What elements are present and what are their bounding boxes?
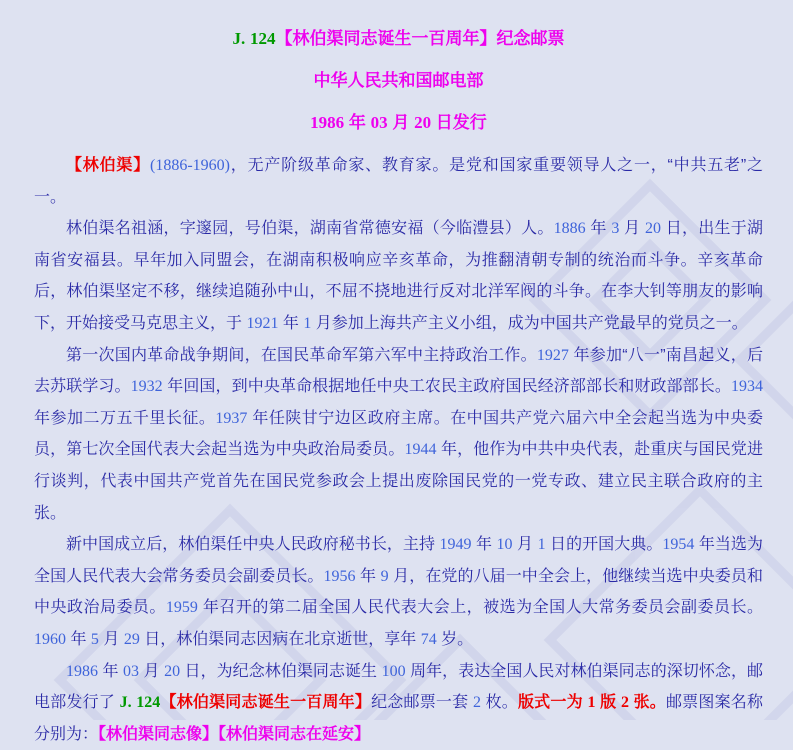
issue-date-line: 1986 年 03 月 20 日发行 <box>34 102 763 144</box>
header-block <box>34 18 763 144</box>
stamp-set-info: 纪念邮票一套 2 枚。 <box>371 694 518 711</box>
paragraph-intro <box>34 150 763 213</box>
catalog-number-inline: J. 124 <box>120 694 161 711</box>
paragraph-new-china: 新中国成立后，林伯渠任中央人民政府秘书长，主持 1949 年 10 月 1 日的开国大典。1954 年当选为全国人民代表大会常务委员会副委员长。1956 年 9 月，在党的八届一中全会上，他继续当选中央委员和中央政治局委员。1959 年召开的第二届全国人民代表大会上，被选为全国人大常务委员会副委员长。1960 年 5 月 29 日，林伯渠同志因病在北京逝世，享年 74 岁。 <box>34 529 763 655</box>
article-body <box>34 150 763 750</box>
subject-name-label: 【林伯渠】 <box>66 157 150 174</box>
issuer-line: 中华人民共和国邮电部 <box>34 60 763 102</box>
paragraph-stamp-issue <box>34 656 763 750</box>
stamp-series-title: 【林伯渠同志诞生一百周年】纪念邮票 <box>275 29 564 48</box>
sheet-format-note: 版式一为 1 版 2 张。 <box>518 694 666 711</box>
intro-text: (1886-1960)，无产阶级革命家、教育家。是党和国家重要领导人之一，“中共五老”之一。 <box>34 157 763 206</box>
paragraph-revolutionary-career: 第一次国内革命战争期间，在国民革命军第六军中主持政治工作。1927 年参加“八一”南昌起义，后去苏联学习。1932 年回国，到中央革命根据地任中央工农民主政府国民经济部部长和财政部部长。1934 年参加二万五千里长征。1937 年任陕甘宁边区政府主席。在中国共产党六届六中全会起当选为中央委员，第七次全国代表大会起当选为中央政治局委员。1944 年，他作为中共中央代表，赴重庆与国民党进行谈判，代表中国共产党首先在国民党参政会上提出废除国民党的一党专政、建立民主联合政府的主张。 <box>34 340 763 530</box>
stamp-issue-intro: 1986 年 03 月 20 日，为纪念林伯渠同志诞生 100 周年，表达全国人民对林伯渠同志的深切怀念，邮电部发行了 <box>34 663 763 712</box>
paragraph-early-life: 林伯渠名祖涵，字邃园，号伯渠，湖南省常德安福（今临澧县）人。1886 年 3 月 20 日，出生于湖南省安福县。早年加入同盟会，在湖南积极响应辛亥革命，为推翻清朝专制的统治而斗争。辛亥革命后，林伯渠坚定不移，继续追随孙中山，不屈不挠地进行反对北洋军阀的斗争。在李大钊等朋友的影响下，开始接受马克思主义，于 1921 年 1 月参加上海共产主义小组，成为中国共产党最早的党员之一。 <box>34 213 763 339</box>
catalog-number: J. 124 <box>233 29 276 48</box>
page-title <box>34 18 763 60</box>
stamp-title-inline: 【林伯渠同志诞生一百周年】 <box>160 694 371 711</box>
design-names-label: 邮票图案名称分别为： <box>34 694 763 743</box>
design-names: 【林伯渠同志像】【林伯渠同志在延安】 <box>98 726 370 743</box>
